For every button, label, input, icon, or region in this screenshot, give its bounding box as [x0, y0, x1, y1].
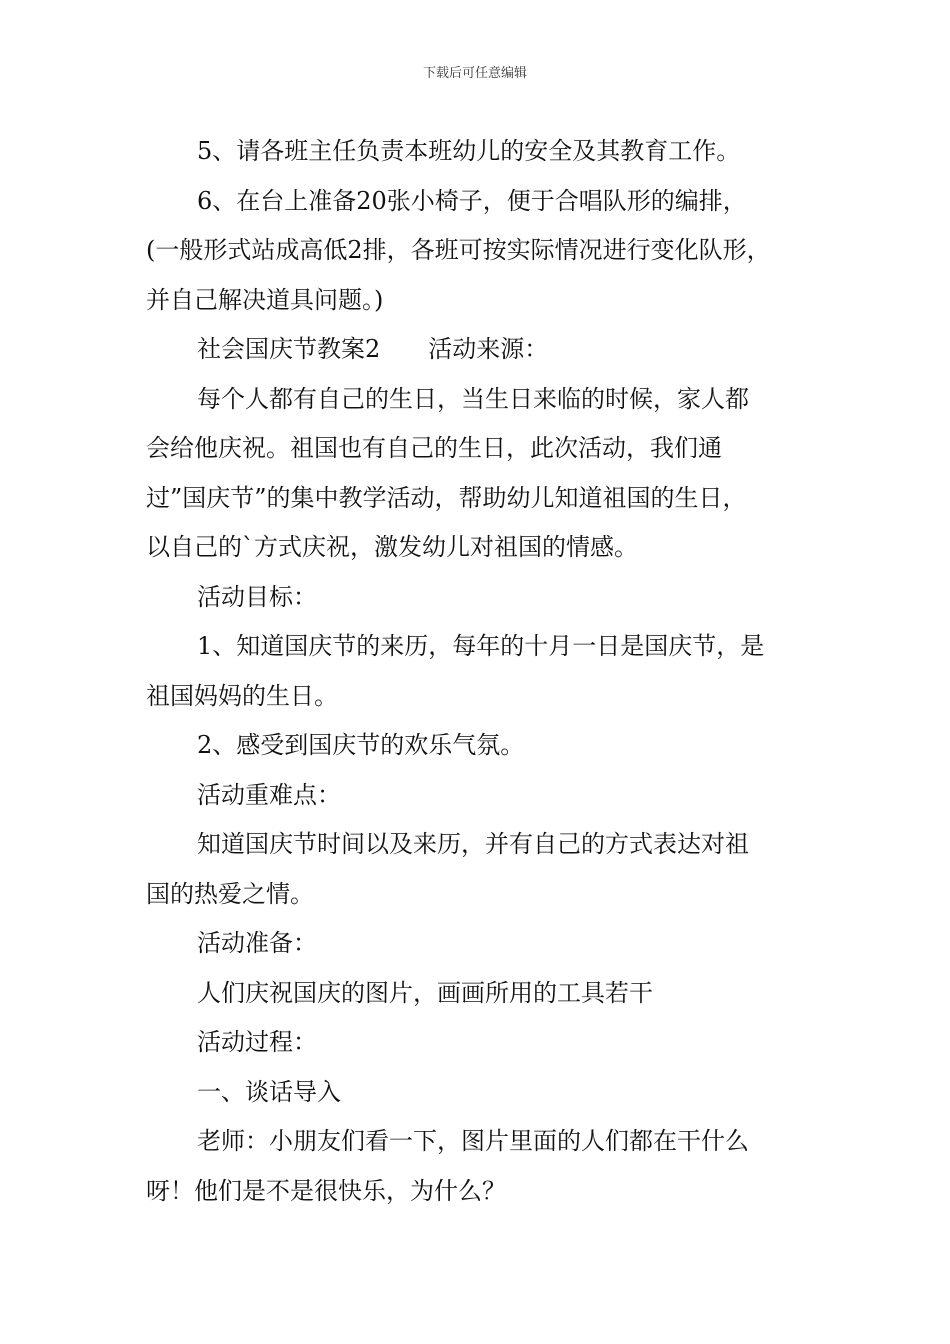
document-body: [146, 127, 822, 1216]
text-line: 以自己的`方式庆祝，激发幼儿对祖国的情感。: [146, 533, 638, 561]
text-line: 5、请各班主任负责本班幼儿的安全及其教育工作。: [197, 137, 741, 165]
text-line: 会给他庆祝。祖国也有自己的生日，此次活动，我们通: [146, 434, 722, 462]
text-line: 老师：小朋友们看一下，图片里面的人们都在干什么: [197, 1127, 749, 1155]
section-heading-preparation: 活动准备：: [197, 929, 317, 957]
text-line: 国的热爱之情。: [146, 879, 314, 908]
text-line: 每个人都有自己的生日，当生日来临的时候，家人都: [197, 384, 749, 413]
page-header: 下载后可任意编辑: [422, 66, 527, 81]
text-line: 并自己解决道具问题。): [146, 285, 384, 314]
text-line: 人们庆祝国庆的图片，画画所用的工具若干: [197, 978, 653, 1007]
text-line: 6、在台上准备20张小椅子，便于合唱队形的编排，: [197, 186, 747, 215]
text-line: 1、知道国庆节的来历，每年的十月一日是国庆节，是: [197, 632, 765, 660]
subsection-heading: 一、谈话导入: [197, 1077, 341, 1106]
section-title-line: [146, 325, 822, 375]
text-line: 2、感受到国庆节的欢乐气氛。: [197, 731, 525, 759]
text-line: 祖国妈妈的生日。: [146, 681, 338, 710]
text-line: 过”国庆节”的集中教学活动，帮助幼儿知道祖国的生日，: [146, 483, 747, 512]
text-line: 呀！他们是不是很快乐，为什么？: [146, 1176, 506, 1205]
text-line: 知道国庆节时间以及来历，并有自己的方式表达对祖: [197, 830, 749, 858]
section-heading-source: 活动来源：: [428, 335, 549, 363]
section-heading-key-points: 活动重难点：: [197, 780, 341, 809]
section-heading-goals: 活动目标：: [197, 582, 317, 611]
section-heading-process: 活动过程：: [197, 1028, 317, 1056]
lesson-title: 社会国庆节教案2: [197, 335, 381, 363]
text-line: (一般形式站成高低2排，各班可按实际情况进行变化队形，: [146, 236, 771, 264]
